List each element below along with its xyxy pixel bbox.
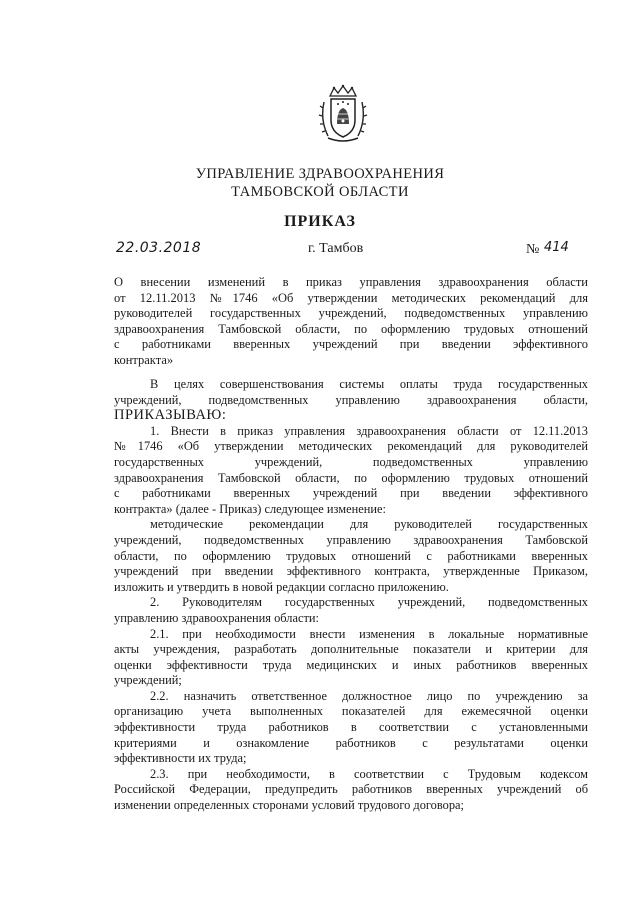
- body-line: методические рекомендации для руководителей государственных: [150, 517, 588, 532]
- body-line: учреждений;: [114, 673, 182, 688]
- subject-line: контракта»: [114, 352, 174, 367]
- body-line: с работниками вверенных учреждений при введении эффективного: [114, 486, 588, 501]
- body-line: учреждений, подведомственных управлению здравоохранения области,: [114, 392, 588, 407]
- document-number: 414: [544, 240, 569, 255]
- body-line: изложить и утвердить в новой редакции согласно приложению.: [114, 579, 449, 594]
- body-line: учреждений, подведомственных управлению здравоохранения Тамбовской: [114, 532, 588, 547]
- coat-of-arms-emblem: [318, 84, 368, 146]
- subject-line: О внесении изменений в приказ управления здравоохранения области: [114, 275, 588, 289]
- document-city: г. Тамбов: [308, 241, 364, 256]
- body-line: учреждений при введении эффективного контракта, утвержденные Приказом,: [114, 564, 588, 579]
- body-line: изменении определенных сторонами условий трудового договора;: [114, 798, 464, 813]
- body-line: 2.3. при необходимости, в соответствии с Трудовым кодексом: [150, 766, 588, 781]
- body-line: области, по оформлению трудовых отношений с работниками вверенных: [114, 548, 588, 563]
- body-line: 2. Руководителям государственных учреждений, подведомственных: [150, 595, 588, 610]
- body-line: В целях совершенствования системы оплаты труда государственных: [150, 377, 588, 391]
- body-line: управлению здравоохранения области:: [114, 610, 319, 625]
- body-line: акты учреждения, разработать дополнительные показатели и критерии для: [114, 642, 588, 657]
- body-line: здравоохранения Тамбовской области, по оформлению трудовых отношений: [114, 470, 588, 485]
- document-number-label: №: [526, 242, 540, 257]
- order-keyword: ПРИКАЗЫВАЮ:: [114, 407, 227, 424]
- body-line: эффективности труда работников в соответствии с установленными: [114, 720, 588, 735]
- body-line: №1746 «Об утверждении методических рекомендаций для руководителей: [114, 439, 588, 454]
- organization-name-line1: УПРАВЛЕНИЕ ЗДРАВООХРАНЕНИЯ: [195, 166, 445, 182]
- body-line: контракта» (далее - Приказ) следующее изменение:: [114, 501, 386, 516]
- body-line: оценки эффективности труда медицинских и иных работников вверенных: [114, 657, 588, 672]
- subject-line: от 12.11.2013 №1746 «Об утверждении методических рекомендаций для: [114, 290, 588, 305]
- body-line: эффективности их труда;: [114, 751, 247, 766]
- document-subject: [114, 275, 588, 368]
- document-title: ПРИКАЗ: [284, 213, 356, 230]
- document-date: 22.03.2018: [116, 240, 202, 256]
- organization-name-line2: ТАМБОВСКОЙ ОБЛАСТИ: [231, 184, 409, 200]
- body-line: критериями и ознакомление работников с результатами оценки: [114, 735, 588, 750]
- body-line: государственных учреждений, подведомственных управлению: [114, 454, 588, 469]
- body-line: организацию учета выполненных показателей для ежемесячной оценки: [114, 704, 588, 719]
- subject-line: с работниками вверенных учреждений при введении эффективного: [114, 337, 588, 351]
- document-body: [114, 377, 588, 814]
- body-line: Российской Федерации, предупредить работников вверенных учреждений об: [114, 782, 588, 797]
- body-line: 1. Внести в приказ управления здравоохранения области от 12.11.2013: [150, 423, 588, 438]
- body-line: 2.1. при необходимости внести изменения в локальные нормативные: [150, 626, 588, 641]
- body-line: 2.2. назначить ответственное должностное лицо по учреждению за: [150, 688, 588, 703]
- subject-line: здравоохранения Тамбовской области, по оформлению трудовых отношений: [114, 321, 588, 336]
- subject-line: руководителей государственных учреждений, подведомственных управлению: [114, 306, 588, 320]
